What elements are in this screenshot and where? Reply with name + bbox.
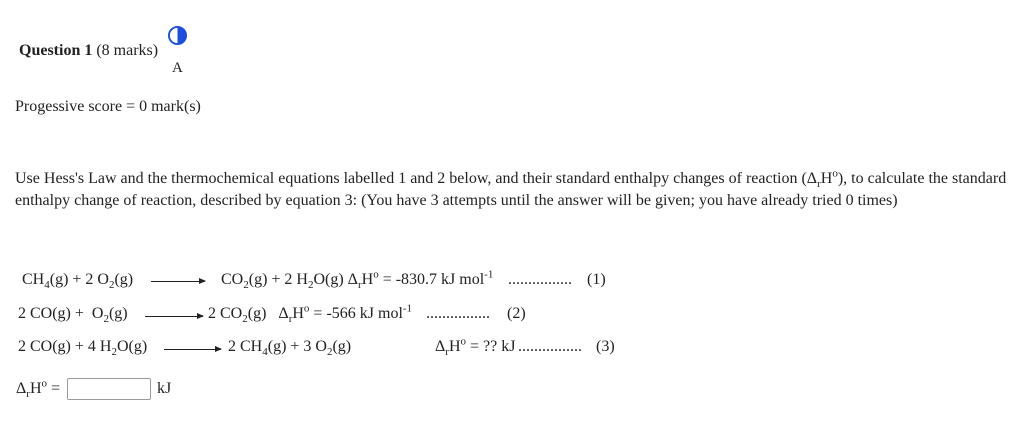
equation-2-arrow xyxy=(145,316,203,317)
equation-2-number: (2) xyxy=(507,305,526,322)
enthalpy-answer-input[interactable] xyxy=(67,378,151,400)
half-filled-circle-icon xyxy=(168,26,187,45)
question-label: Question 1 xyxy=(19,42,93,59)
equation-1-products: $CO_2(g) + 2$ $H_2O(g) \Delta_rH^o = -830.7$ kJ mol$^{-1}$ xyxy=(221,268,494,292)
equation-1-reactants: $CH_4(g) + 2$ $O_2(g)$ xyxy=(22,271,134,292)
question-title xyxy=(19,42,158,60)
progressive-score: Progessive score = 0 mark(s) xyxy=(15,98,201,115)
equation-1-arrow xyxy=(151,281,205,282)
answer-unit: kJ xyxy=(157,380,172,397)
answer-label: $\Delta_rH^o$ = xyxy=(16,377,61,401)
question-prompt: Use Hess's Law and the thermochemical equations labelled 1 and 2 below, and their standard enthalpy changes of reaction $(\Delta_rH^o)$, to calculate the standard enthalpy change of reaction, described by equation 3: (You have 3 attempts until the answer will be given; you have already tried 0 times) xyxy=(15,167,1007,209)
equation-1-number: (1) xyxy=(587,271,606,288)
equation-3-enthalpy: $\Delta_rH^o$ = ?? kJ xyxy=(435,335,516,359)
equation-3-dots: ................ xyxy=(518,338,582,355)
equation-3-number: (3) xyxy=(596,338,615,355)
equation-3-reactants: 2 CO(g) + 4 $H_2O(g)$ xyxy=(18,338,148,359)
equation-2-reactants: 2 $CO(g) + O_2(g)$ xyxy=(18,305,128,326)
equation-2-products: 2 $CO_2(g) \Delta_rH^o = -566$ kJ mol$^{-1}$ xyxy=(208,302,413,326)
equation-1-dots: ................ xyxy=(508,271,572,288)
equation-2-dots: ................ xyxy=(426,305,490,322)
equation-3-products: 2 $CH_4(g) + 3$ $O_2(g)$ xyxy=(228,338,352,359)
equation-3-arrow xyxy=(164,349,221,350)
question-marks: (8 marks) xyxy=(96,42,159,59)
grade-label: A xyxy=(172,60,183,76)
